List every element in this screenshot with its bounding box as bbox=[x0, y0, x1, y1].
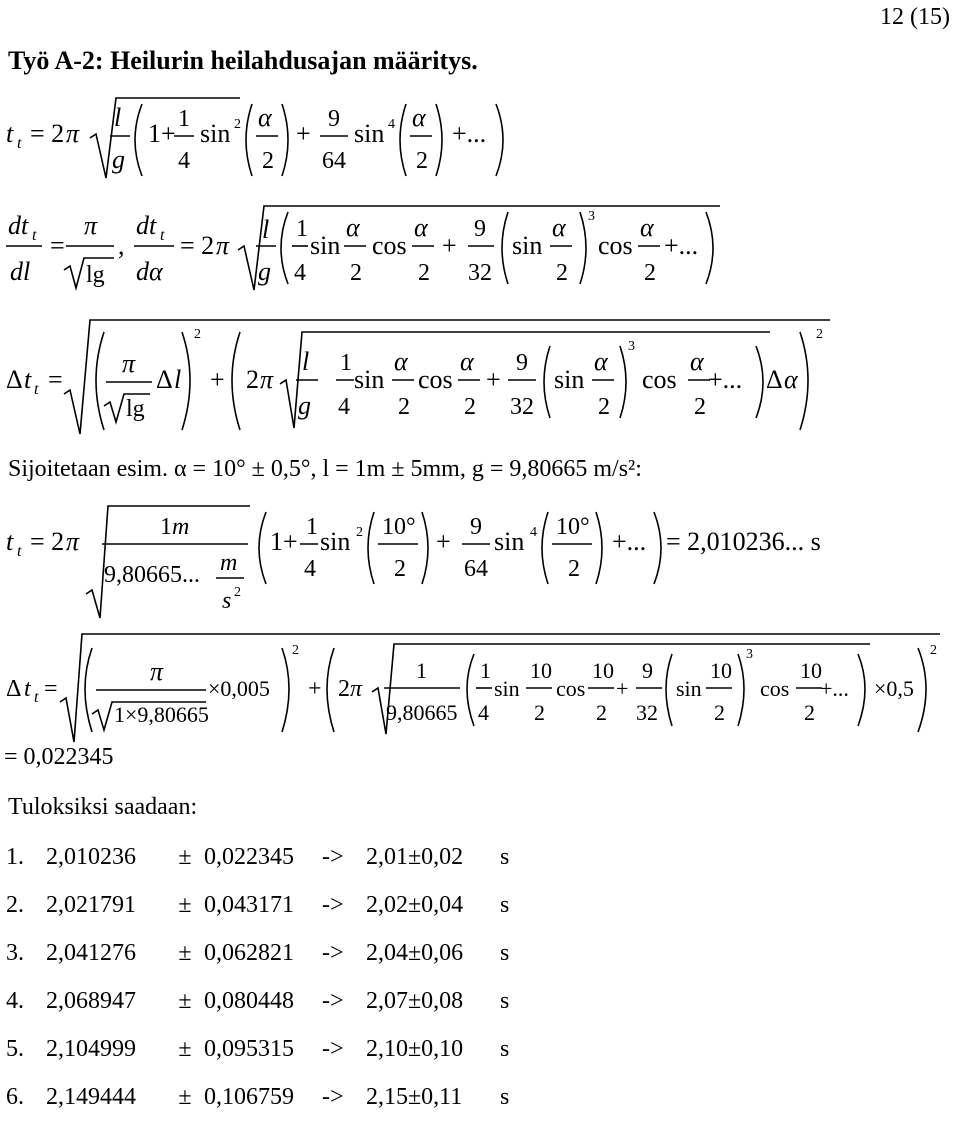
result-error: 0,062821 bbox=[204, 940, 294, 966]
result-unit: s bbox=[500, 940, 510, 966]
svg-text:g: g bbox=[258, 257, 271, 286]
svg-text:2: 2 bbox=[534, 700, 545, 725]
result-value: 2,068947 bbox=[46, 988, 136, 1014]
svg-text:2: 2 bbox=[234, 117, 241, 132]
svg-text:α: α bbox=[412, 103, 426, 132]
svg-text:π: π bbox=[66, 119, 80, 148]
svg-text:2: 2 bbox=[292, 643, 299, 658]
svg-text:Δ: Δ bbox=[156, 365, 173, 394]
numeric-period-formula bbox=[0, 498, 960, 628]
svg-text:2: 2 bbox=[596, 700, 607, 725]
svg-text:2: 2 bbox=[568, 556, 580, 582]
svg-text:Δ: Δ bbox=[766, 365, 783, 394]
svg-text:4: 4 bbox=[338, 394, 350, 420]
svg-text:1: 1 bbox=[178, 106, 190, 132]
svg-text:+: + bbox=[210, 365, 225, 394]
svg-text:g: g bbox=[298, 391, 311, 420]
result-unit: s bbox=[500, 988, 510, 1014]
svg-text:+...: +... bbox=[612, 527, 647, 556]
svg-text:2: 2 bbox=[556, 260, 568, 286]
error-formula bbox=[0, 316, 960, 440]
svg-text:4: 4 bbox=[304, 556, 316, 582]
svg-text:π: π bbox=[260, 365, 274, 394]
result-number: 2. bbox=[6, 892, 24, 918]
svg-text:= 2,010236... s: = 2,010236... s bbox=[666, 527, 821, 556]
svg-text:2: 2 bbox=[398, 394, 410, 420]
svg-text:=: = bbox=[44, 676, 58, 702]
result-number: 5. bbox=[6, 1036, 24, 1062]
svg-text:α: α bbox=[258, 103, 272, 132]
svg-text:Δ: Δ bbox=[6, 676, 22, 702]
plus-minus: ± bbox=[178, 1084, 192, 1110]
svg-text:π: π bbox=[66, 527, 80, 556]
svg-text:α: α bbox=[414, 213, 428, 242]
svg-text:×0,005: ×0,005 bbox=[208, 676, 270, 701]
svg-text:l: l bbox=[174, 365, 182, 394]
svg-text:4: 4 bbox=[530, 525, 537, 540]
svg-text:1: 1 bbox=[416, 658, 427, 683]
result-error: 0,022345 bbox=[204, 844, 294, 870]
result-rounded: 2,01±0,02 bbox=[366, 844, 464, 870]
svg-text:cos: cos bbox=[418, 365, 453, 394]
result-number: 4. bbox=[6, 988, 24, 1014]
svg-text:1×9,80665: 1×9,80665 bbox=[114, 702, 209, 727]
result-value: 2,021791 bbox=[46, 892, 136, 918]
svg-text:m: m bbox=[172, 514, 190, 540]
svg-text:4: 4 bbox=[388, 117, 395, 132]
result-unit: s bbox=[500, 1036, 510, 1062]
svg-text:t: t bbox=[17, 135, 22, 152]
svg-text:= 2: = 2 bbox=[180, 231, 215, 260]
results-list bbox=[6, 838, 520, 1126]
svg-text:9: 9 bbox=[642, 658, 653, 683]
svg-text:2: 2 bbox=[464, 394, 476, 420]
svg-text:lg: lg bbox=[126, 396, 145, 422]
svg-text:3: 3 bbox=[628, 339, 635, 354]
svg-text:+: + bbox=[436, 527, 451, 556]
svg-text:cos: cos bbox=[642, 365, 677, 394]
svg-text:t: t bbox=[34, 689, 39, 706]
svg-text:t: t bbox=[32, 227, 37, 244]
arrow: -> bbox=[322, 844, 344, 870]
svg-text:α: α bbox=[640, 213, 654, 242]
svg-text:+: + bbox=[486, 365, 501, 394]
svg-text:2: 2 bbox=[804, 700, 815, 725]
svg-text:t: t bbox=[24, 365, 32, 394]
svg-text:lg: lg bbox=[86, 262, 105, 288]
svg-text:t: t bbox=[6, 119, 14, 148]
svg-text:3: 3 bbox=[588, 209, 595, 224]
result-value: 2,041276 bbox=[46, 940, 136, 966]
arrow: -> bbox=[322, 892, 344, 918]
svg-text:10: 10 bbox=[592, 658, 614, 683]
svg-text:10°: 10° bbox=[556, 514, 590, 540]
svg-text:Δ: Δ bbox=[6, 365, 23, 394]
svg-text:2: 2 bbox=[714, 700, 725, 725]
svg-text:2: 2 bbox=[644, 260, 656, 286]
svg-text:1+: 1+ bbox=[270, 527, 298, 556]
svg-text:9,80665: 9,80665 bbox=[386, 700, 458, 725]
svg-text:+: + bbox=[296, 119, 311, 148]
svg-text:+...: +... bbox=[452, 119, 487, 148]
svg-text:α: α bbox=[346, 213, 360, 242]
result-row bbox=[6, 1078, 520, 1126]
svg-text:3: 3 bbox=[746, 647, 753, 662]
svg-text:π: π bbox=[350, 676, 363, 702]
plus-minus: ± bbox=[178, 1036, 192, 1062]
svg-text:l: l bbox=[302, 347, 310, 376]
svg-text:4: 4 bbox=[478, 700, 489, 725]
svg-text:sin: sin bbox=[554, 365, 585, 394]
result-error: 0,106759 bbox=[204, 1084, 294, 1110]
result-rounded: 2,15±0,11 bbox=[366, 1084, 463, 1110]
error-result: = 0,022345 bbox=[4, 744, 114, 770]
result-rounded: 2,07±0,08 bbox=[366, 988, 464, 1014]
svg-text:32: 32 bbox=[468, 260, 492, 286]
svg-text:10: 10 bbox=[530, 658, 552, 683]
svg-text:10: 10 bbox=[800, 658, 822, 683]
svg-text:dα: dα bbox=[136, 257, 163, 286]
svg-text:dt: dt bbox=[8, 211, 29, 240]
plus-minus: ± bbox=[178, 892, 192, 918]
svg-text:×0,5: ×0,5 bbox=[874, 676, 914, 701]
svg-text:1: 1 bbox=[306, 514, 318, 540]
svg-text:t: t bbox=[34, 381, 39, 398]
result-row bbox=[6, 1030, 520, 1078]
svg-text:9: 9 bbox=[516, 350, 528, 376]
svg-text:α: α bbox=[394, 347, 408, 376]
svg-text:=: = bbox=[50, 231, 65, 260]
svg-text:t: t bbox=[160, 227, 165, 244]
result-row bbox=[6, 934, 520, 982]
svg-text:2: 2 bbox=[356, 525, 363, 540]
result-error: 0,043171 bbox=[204, 892, 294, 918]
svg-text:s: s bbox=[222, 588, 232, 614]
svg-text:64: 64 bbox=[464, 556, 488, 582]
arrow: -> bbox=[322, 1036, 344, 1062]
svg-text:+: + bbox=[442, 231, 457, 260]
result-number: 1. bbox=[6, 844, 24, 870]
arrow: -> bbox=[322, 988, 344, 1014]
result-value: 2,104999 bbox=[46, 1036, 136, 1062]
svg-text:= 2: = 2 bbox=[30, 527, 65, 556]
result-rounded: 2,04±0,06 bbox=[366, 940, 464, 966]
svg-text:+: + bbox=[616, 676, 629, 701]
arrow: -> bbox=[322, 1084, 344, 1110]
svg-text:cos: cos bbox=[598, 231, 633, 260]
svg-text:sin: sin bbox=[354, 365, 385, 394]
result-error: 0,080448 bbox=[204, 988, 294, 1014]
svg-text:2: 2 bbox=[350, 260, 362, 286]
svg-text:2: 2 bbox=[416, 148, 428, 174]
svg-text:sin: sin bbox=[310, 231, 341, 260]
result-unit: s bbox=[500, 844, 510, 870]
svg-text:1: 1 bbox=[340, 350, 352, 376]
page-number: 12 (15) bbox=[880, 4, 950, 30]
svg-text:9,80665...: 9,80665... bbox=[104, 562, 200, 588]
svg-text:+...: +... bbox=[664, 231, 699, 260]
plus-minus: ± bbox=[178, 940, 192, 966]
svg-text:sin: sin bbox=[354, 119, 385, 148]
result-unit: s bbox=[500, 1084, 510, 1110]
svg-text:t: t bbox=[6, 527, 14, 556]
svg-text:2: 2 bbox=[930, 643, 937, 658]
svg-text:32: 32 bbox=[510, 394, 534, 420]
svg-text:2: 2 bbox=[234, 585, 241, 600]
result-value: 2,149444 bbox=[46, 1084, 136, 1110]
svg-text:9: 9 bbox=[328, 106, 340, 132]
svg-text:2: 2 bbox=[262, 148, 274, 174]
numeric-error-formula bbox=[0, 630, 960, 750]
svg-text:+...: +... bbox=[708, 365, 743, 394]
svg-text:2: 2 bbox=[246, 365, 259, 394]
svg-text:α: α bbox=[594, 347, 608, 376]
page-title: Työ A-2: Heilurin heilahdusajan määritys. bbox=[8, 46, 478, 75]
svg-text:9: 9 bbox=[474, 216, 486, 242]
svg-text:1+: 1+ bbox=[148, 119, 176, 148]
svg-text:2: 2 bbox=[394, 556, 406, 582]
svg-text:2: 2 bbox=[338, 676, 350, 702]
svg-text:4: 4 bbox=[294, 260, 306, 286]
svg-text:π: π bbox=[150, 657, 164, 686]
svg-text:+...: +... bbox=[820, 676, 849, 701]
svg-text:4: 4 bbox=[178, 148, 190, 174]
period-formula bbox=[0, 90, 960, 190]
svg-text:cos: cos bbox=[760, 676, 790, 701]
svg-text:10°: 10° bbox=[382, 514, 416, 540]
svg-text:sin: sin bbox=[494, 676, 520, 701]
svg-text:sin: sin bbox=[512, 231, 543, 260]
svg-text:dt: dt bbox=[136, 211, 157, 240]
result-rounded: 2,10±0,10 bbox=[366, 1036, 464, 1062]
svg-text:l: l bbox=[262, 215, 270, 244]
result-row bbox=[6, 982, 520, 1030]
svg-text:2: 2 bbox=[694, 394, 706, 420]
svg-text:10: 10 bbox=[710, 658, 732, 683]
svg-text:64: 64 bbox=[322, 148, 346, 174]
svg-text:1: 1 bbox=[296, 216, 308, 242]
plus-minus: ± bbox=[178, 844, 192, 870]
svg-text:t: t bbox=[17, 543, 22, 560]
svg-text:1: 1 bbox=[160, 514, 172, 540]
result-row bbox=[6, 886, 520, 934]
arrow: -> bbox=[322, 940, 344, 966]
result-row bbox=[6, 838, 520, 886]
svg-text:m: m bbox=[220, 550, 238, 576]
result-error: 0,095315 bbox=[204, 1036, 294, 1062]
svg-text:32: 32 bbox=[636, 700, 658, 725]
svg-text:dl: dl bbox=[10, 257, 31, 286]
svg-text:,: , bbox=[118, 231, 125, 260]
svg-text:sin: sin bbox=[320, 527, 351, 556]
svg-text:sin: sin bbox=[494, 527, 525, 556]
svg-text:2: 2 bbox=[194, 327, 201, 342]
svg-text:2: 2 bbox=[598, 394, 610, 420]
svg-text:t: t bbox=[24, 676, 31, 702]
svg-text:1: 1 bbox=[480, 658, 491, 683]
svg-text:π: π bbox=[216, 231, 230, 260]
svg-text:α: α bbox=[460, 347, 474, 376]
result-value: 2,010236 bbox=[46, 844, 136, 870]
svg-text:sin: sin bbox=[200, 119, 231, 148]
svg-text:cos: cos bbox=[372, 231, 407, 260]
svg-text:sin: sin bbox=[676, 676, 702, 701]
svg-text:α: α bbox=[552, 213, 566, 242]
substitution-text: Sijoitetaan esim. α = 10° ± 0,5°, l = 1m ± 5mm, g = 9,80665 m/s²: bbox=[8, 456, 642, 482]
result-number: 3. bbox=[6, 940, 24, 966]
svg-text:+: + bbox=[308, 676, 322, 702]
result-unit: s bbox=[500, 892, 510, 918]
svg-text:=: = bbox=[48, 365, 63, 394]
svg-text:= 2: = 2 bbox=[30, 119, 65, 148]
result-number: 6. bbox=[6, 1084, 24, 1110]
svg-text:g: g bbox=[112, 145, 125, 174]
svg-text:α: α bbox=[690, 347, 704, 376]
svg-text:2: 2 bbox=[816, 327, 823, 342]
svg-text:cos: cos bbox=[556, 676, 586, 701]
svg-text:l: l bbox=[114, 103, 122, 132]
svg-text:α: α bbox=[784, 365, 798, 394]
svg-text:π: π bbox=[84, 211, 98, 240]
svg-text:9: 9 bbox=[470, 514, 482, 540]
plus-minus: ± bbox=[178, 988, 192, 1014]
svg-text:2: 2 bbox=[418, 260, 430, 286]
results-heading: Tuloksiksi saadaan: bbox=[8, 794, 198, 820]
derivative-formula bbox=[0, 198, 960, 298]
svg-text:π: π bbox=[122, 349, 136, 378]
result-rounded: 2,02±0,04 bbox=[366, 892, 464, 918]
